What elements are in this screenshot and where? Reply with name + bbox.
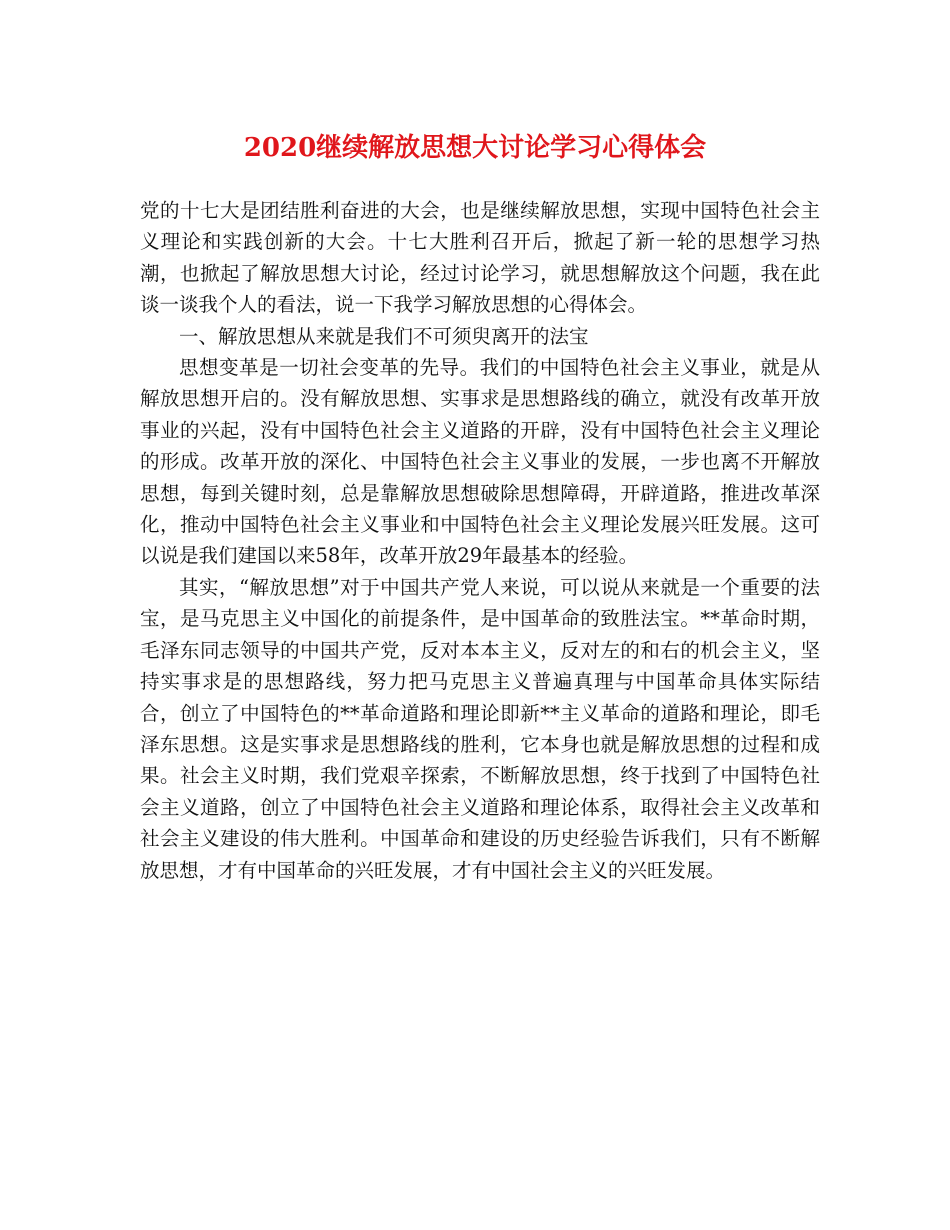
document-body — [140, 195, 820, 886]
document-title: 2020继续解放思想大讨论学习心得体会 — [243, 133, 707, 163]
section-heading: 一、解放思想从来就是我们不可须臾离开的法宝 — [179, 324, 589, 348]
paragraph-body: 思想变革是一切社会变革的先导。我们的中国特色社会主义事业，就是从解放思想开启的。没有解放思想、实事求是思想路线的确立，就没有改革开放事业的兴起，没有中国特色社会主义道路的开辟，没有中国特色社会主义理论的形成。改革开放的深化、中国特色社会主义事业的发展，一步也离不开解放思想，每到关键时刻，总是靠解放思想破除思想障碍，开辟道路，推进改革深化，推动中国特色社会主义事业和中国特色社会主义理论发展兴旺发展。这可以说是我们建国以来58年，改革开放29年最基本的经验。 — [140, 356, 820, 568]
paragraph-body: 其实，“解放思想”对于中国共产党人来说，可以说从来就是一个重要的法宝，是马克思主义中国化的前提条件，是中国革命的致胜法宝。**革命时期，毛泽东同志领导的中国共产党，反对本本主义，反对左的和右的机会主义，坚持实事求是的思想路线，努力把马克思主义普遍真理与中国革命具体实际结合，创立了中国特色的**革命道路和理论即新**主义革命的道路和理论，即毛泽东思想。这是实事求是思想路线的胜利，它本身也就是解放思想的过程和成果。社会主义时期，我们党艰辛探索，不断解放思想，终于找到了中国特色社会主义道路，创立了中国特色社会主义道路和理论体系，取得社会主义改革和社会主义建设的伟大胜利。中国革命和建设的历史经验告诉我们，只有不断解放思想，才有中国革命的兴旺发展，才有中国社会主义的兴旺发展。 — [140, 575, 820, 882]
paragraph-intro: 党的十七大是团结胜利奋进的大会，也是继续解放思想，实现中国特色社会主义理论和实践创新的大会。十七大胜利召开后，掀起了新一轮的思想学习热潮，也掀起了解放思想大讨论，经过讨论学习，就思想解放这个问题，我在此谈一谈我个人的看法，说一下我学习解放思想的心得体会。 — [140, 199, 820, 317]
